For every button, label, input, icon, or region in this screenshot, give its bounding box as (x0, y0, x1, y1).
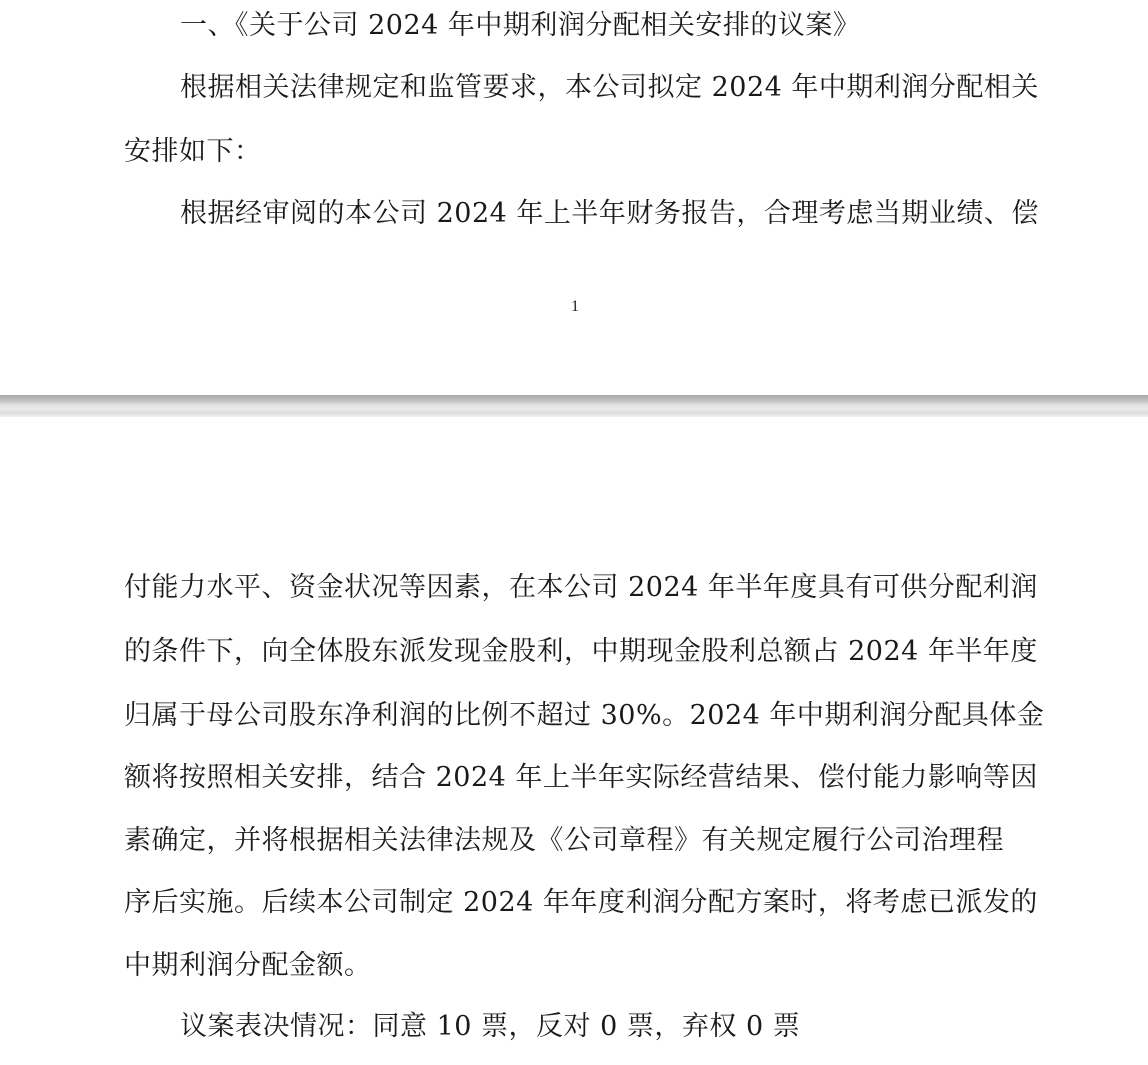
paragraph-line: 额将按照相关安排，结合 2024 年上半年实际经营结果、偿付能力影响等因 (124, 762, 1038, 793)
paragraph-line: 安排如下： (124, 136, 262, 167)
document-page-2 (0, 417, 1148, 1065)
paragraph-line: 序后实施。后续本公司制定 2024 年年度利润分配方案时，将考虑已派发的 (124, 887, 1038, 918)
page-separator (0, 395, 1148, 417)
document-page-1 (0, 0, 1148, 395)
vote-result: 议案表决情况：同意 10 票，反对 0 票，弃权 0 票 (180, 1011, 801, 1042)
paragraph-line: 素确定，并将根据相关法律法规及《公司章程》有关规定履行公司治理程 (124, 825, 1004, 856)
resolution-title: 一、《关于公司 2024 年中期利润分配相关安排的议案》 (180, 10, 861, 41)
page-number: 1 (571, 298, 579, 315)
paragraph-line: 付能力水平、资金状况等因素，在本公司 2024 年半年度具有可供分配利润 (124, 572, 1038, 603)
paragraph-line: 根据相关法律规定和监管要求，本公司拟定 2024 年中期利润分配相关 (180, 72, 1039, 103)
paragraph-line: 中期利润分配金额。 (124, 950, 372, 981)
paragraph-line: 归属于母公司股东净利润的比例不超过 30%。2024 年中期利润分配具体金 (124, 700, 1045, 731)
paragraph-line: 的条件下，向全体股东派发现金股利，中期现金股利总额占 2024 年半年度 (124, 636, 1038, 667)
paragraph-line: 根据经审阅的本公司 2024 年上半年财务报告，合理考虑当期业绩、偿 (180, 198, 1039, 229)
